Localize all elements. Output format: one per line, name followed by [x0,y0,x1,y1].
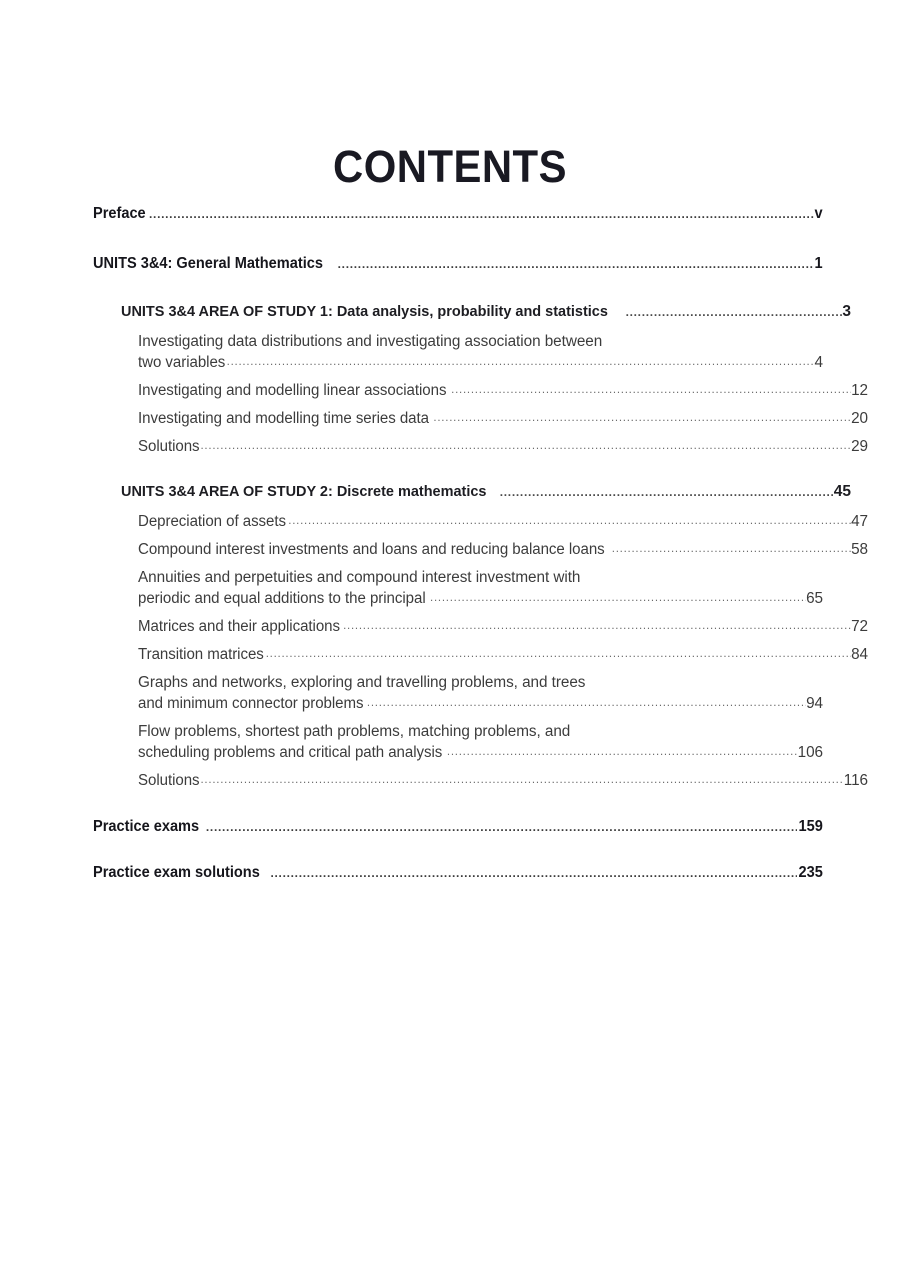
toc-entry-label: Depreciation of assets [138,513,286,530]
dot-leader [367,699,806,714]
toc-entry-annuities-and-perpetuities[interactable] [138,567,823,609]
toc-entry-units-3-4-general-mathematics[interactable] [93,254,823,274]
toc-entry-line: Flow problems, shortest path problems, matching problems, and [138,723,571,740]
toc-entry-solutions-aos1[interactable] [138,436,868,457]
toc-entry-area-of-study-1[interactable] [121,302,851,322]
dot-leader [270,868,797,884]
toc-entry-label: UNITS 3&4: General Mathematics [93,255,323,272]
toc-entry-label: Investigating and modelling linear associations [138,382,447,399]
toc-entry-label: and minimum connector problems [138,695,364,712]
dot-leader [500,487,834,502]
toc-entry-label: Transition matrices [138,646,264,663]
toc-entry-label: Preface [93,205,146,222]
toc-page-number: 58 [851,541,868,558]
toc-entry-depreciation-of-assets[interactable] [138,511,868,532]
toc-page-number: 94 [806,695,823,712]
spacer [93,532,823,539]
dot-leader [266,650,851,665]
dot-leader [447,748,798,763]
toc-page-number: 20 [851,410,868,427]
toc-entry-label: two variables [138,354,226,371]
spacer [93,274,823,302]
toc-entry-label: Solutions [138,438,200,455]
spacer [93,502,823,511]
spacer [93,560,823,567]
spacer [93,401,823,408]
toc-page-number: 45 [833,483,851,500]
toc-entry-label: Practice exams [93,818,200,835]
toc-page-number: 12 [851,382,868,399]
spacer [93,322,823,331]
dot-leader [206,822,797,838]
toc-page-number: 106 [797,744,823,761]
spacer [93,665,823,672]
toc-entry-practice-exams[interactable] [93,817,823,837]
toc-entry-graphs-and-networks[interactable] [138,672,823,714]
toc-entry-investigating-modelling-time-series-data[interactable] [138,408,868,429]
dot-leader [149,209,814,225]
toc-entry-solutions-aos2[interactable] [138,770,868,791]
toc-entry-flow-problems[interactable] [138,721,823,763]
toc-entry-row [138,693,823,714]
spacer [93,429,823,436]
toc-entry-investigating-data-distributions[interactable] [138,331,823,373]
toc-entry-label: periodic and equal additions to the principal [138,590,426,607]
dot-leader [227,358,815,373]
table-of-contents [93,204,868,883]
toc-page-number: 116 [843,772,868,789]
toc-entry-row [138,588,823,609]
toc-page-number: 4 [814,354,823,371]
dot-leader [200,776,843,791]
toc-page-number: 47 [851,513,868,530]
spacer [93,714,823,721]
spacer [93,609,823,616]
toc-entry-row [138,352,823,373]
spacer [93,763,823,770]
toc-page-number: 72 [851,618,868,635]
toc-entry-compound-interest-investments[interactable] [138,539,868,560]
toc-entry-label: Investigating and modelling time series data [138,410,429,427]
spacer [93,637,823,644]
toc-page-number: 84 [851,646,868,663]
dot-leader [288,517,851,532]
toc-entry-practice-exam-solutions[interactable] [93,863,823,883]
toc-entry-label: Practice exam solutions [93,864,260,881]
toc-page-number: 1 [814,255,823,272]
toc-entry-investigating-modelling-linear-associations[interactable] [138,380,868,401]
toc-entry-preface[interactable] [93,204,823,224]
spacer [93,837,823,863]
dot-leader [338,259,815,275]
spacer [93,224,823,254]
dot-leader [430,594,806,609]
toc-entry-line: Annuities and perpetuities and compound interest investment with [138,569,581,586]
toc-page-number: 29 [851,438,868,455]
toc-entry-matrices-and-their-applications[interactable] [138,616,868,637]
toc-page-number: 159 [798,818,823,835]
toc-page-number: 235 [798,864,823,881]
dot-leader [626,307,843,322]
toc-page-number: v [814,205,823,222]
toc-entry-label: Solutions [138,772,200,789]
dot-leader [343,622,851,637]
page-title: CONTENTS [333,141,567,192]
spacer [93,791,823,817]
dot-leader [433,414,851,429]
toc-entry-label: UNITS 3&4 AREA OF STUDY 1: Data analysis, probability and statistics [121,303,608,320]
dot-leader [200,442,851,457]
toc-page-number: 65 [806,590,823,607]
spacer [93,373,823,380]
toc-entry-line: Graphs and networks, exploring and travelling problems, and trees [138,674,586,691]
toc-entry-label: scheduling problems and critical path analysis [138,744,443,761]
toc-entry-transition-matrices[interactable] [138,644,868,665]
dot-leader [451,386,851,401]
toc-entry-label: UNITS 3&4 AREA OF STUDY 2: Discrete mathematics [121,483,487,500]
dot-leader [612,545,851,560]
toc-entry-label: Matrices and their applications [138,618,341,635]
spacer [93,457,823,482]
toc-page-number: 3 [842,303,851,320]
toc-entry-label: Compound interest investments and loans and reducing balance loans [138,541,605,558]
toc-entry-area-of-study-2[interactable] [121,482,851,502]
toc-entry-line: Investigating data distributions and investigating association between [138,333,603,350]
toc-entry-row [138,742,823,763]
